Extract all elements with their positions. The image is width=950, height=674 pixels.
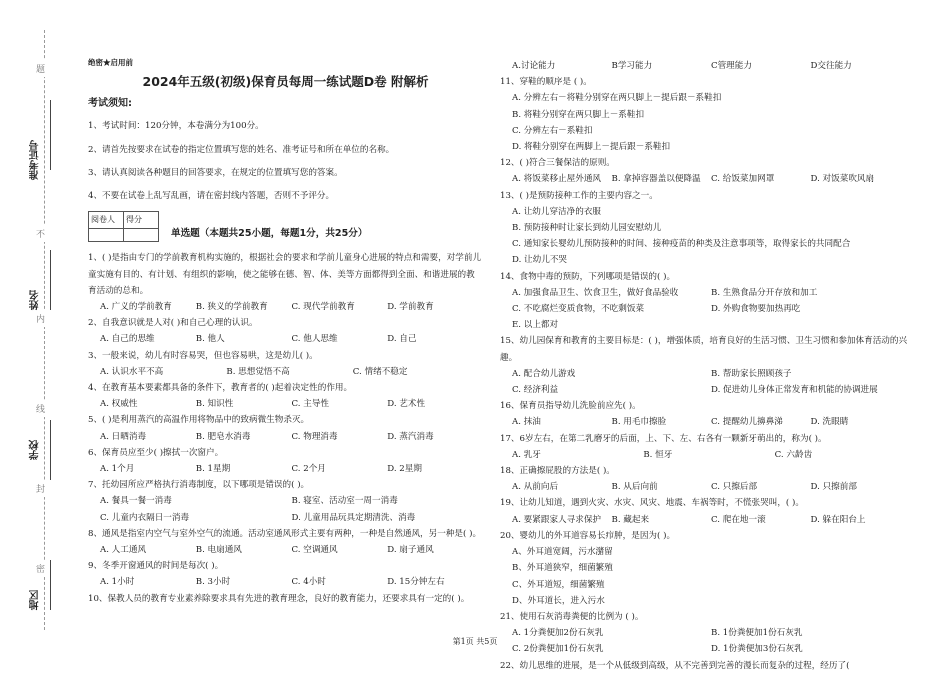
answer-option[interactable]: C. 提醒幼儿擤鼻涕: [711, 417, 783, 428]
question-stem: 4、在教育基本要素都具备的条件下，教育者的( )起着决定性的作用。: [88, 383, 353, 394]
question: [500, 463, 910, 495]
answer-option[interactable]: D. 促进幼儿身体正常发育和机能的协调进展: [711, 385, 878, 396]
answer-option[interactable]: B学习能力: [611, 61, 653, 71]
region-field[interactable]: [50, 560, 51, 610]
exam-number-label: 准考证号: [30, 140, 41, 180]
answer-option[interactable]: B. 肥皂水消毒: [195, 431, 251, 442]
grader-cell[interactable]: [89, 229, 124, 242]
notice-item: 2、请首先按要求在试卷的指定位置填写您的姓名、准考证号和所在单位的名称。: [88, 144, 395, 155]
question: [88, 348, 483, 380]
exam-number-field[interactable]: [50, 100, 51, 170]
question: [500, 495, 910, 527]
answer-option[interactable]: A、外耳道宽阔，污水潴留: [512, 547, 613, 558]
question-stem: 5、( )是利用蒸汽的高温作用将物品中的致病微生物杀灭。: [88, 415, 310, 426]
section-heading: 单选题（本题共25小题，每题1分，共25分）: [171, 228, 368, 240]
question: [88, 445, 483, 477]
answer-option[interactable]: A. 1分粪便加2份石灰乳: [512, 628, 604, 639]
answer-option[interactable]: C、外耳道短，细菌繁殖: [512, 579, 605, 590]
school-field[interactable]: [50, 420, 51, 480]
question: [500, 528, 910, 609]
question: [500, 431, 910, 463]
answer-option[interactable]: C. 主导性: [291, 399, 330, 410]
answer-option[interactable]: A. 广义的学前教育: [100, 302, 172, 313]
question-stem: 8、通风是指室内空气与室外空气的流通。活动室通风形式主要有两种，一种是自然通风，另一种是( )。: [88, 528, 482, 539]
answer-option[interactable]: B. 3小时: [195, 577, 231, 588]
answer-option[interactable]: D. 艺术性: [387, 399, 426, 410]
answer-option[interactable]: D. 扇子通风: [387, 545, 434, 556]
question-stem: 15、幼儿园保育和教育的主要目标是：( )，增强体质，培育良好的生活习惯、卫生习惯和参加体育活动的兴趣。: [500, 336, 908, 363]
answer-option[interactable]: A. 餐具一餐一消毒: [100, 496, 172, 507]
answer-option[interactable]: B. 生熟食品分开存放和加工: [711, 287, 818, 298]
question: [500, 609, 910, 658]
answer-option[interactable]: C. 物理消毒: [291, 431, 338, 442]
answer-option[interactable]: C. 给饭菜加网罩: [711, 174, 775, 185]
seal-char: 封: [36, 480, 45, 497]
answer-option[interactable]: C. 通知家长婴幼儿预防接种的时间、接种疫苗的种类及注意事项等，取得家长的共同配合: [512, 239, 851, 250]
seal-char: 内: [36, 310, 45, 327]
score-cell[interactable]: [124, 229, 159, 242]
answer-option[interactable]: A. 抹油: [512, 417, 541, 428]
answer-option[interactable]: B. 思想觉悟不高: [226, 366, 290, 377]
school-label: 学校: [30, 440, 41, 460]
answer-option[interactable]: C. 他人思维: [291, 334, 338, 345]
answer-option[interactable]: C. 分辨左右－系鞋扣: [512, 125, 593, 136]
question: [88, 526, 483, 558]
answer-option[interactable]: C. 空调通风: [291, 545, 338, 556]
answer-option[interactable]: A. 认识水平不高: [100, 366, 164, 377]
question-stem: 13、( )是预防接种工作的主要内容之一。: [500, 190, 658, 201]
question: [500, 74, 910, 155]
question: [88, 591, 483, 607]
answer-option[interactable]: B. 预防接种时让家长到幼儿园安慰幼儿: [512, 223, 662, 234]
answer-option[interactable]: C. 儿童内衣隔日一消毒: [100, 512, 190, 523]
answer-option[interactable]: D. 自己: [387, 334, 417, 345]
question-stem: 3、一般来说，幼儿有时容易哭，但也容易哄，这是幼儿( )。: [88, 350, 318, 361]
seal-char: 密: [36, 560, 45, 577]
answer-option[interactable]: D、外耳道长，进入污水: [512, 595, 605, 606]
answer-option[interactable]: B. 从后向前: [611, 482, 658, 493]
question: [88, 558, 483, 590]
answer-option[interactable]: A. 从前向后: [512, 482, 559, 493]
answer-option[interactable]: D. 蒸汽消毒: [387, 431, 434, 442]
question-stem: 17、6岁左右，在第二乳磨牙的后面，上、下、左、右各有一颗新牙萌出的，称为( )。: [500, 433, 827, 444]
question-stem: 2、自我意识就是人对( )和自己心理的认识。: [88, 318, 258, 329]
answer-option[interactable]: D. 躲在阳台上: [810, 514, 866, 525]
notice-heading: 考试须知:: [88, 98, 132, 110]
question-stem: 10、保教人员的教育专业素养除要求具有先进的教育理念，良好的教育能力，还要求具有一定的( )。: [88, 593, 470, 604]
answer-option[interactable]: E. 以上都对: [512, 320, 559, 331]
name-field[interactable]: [50, 250, 51, 310]
score-area: [88, 211, 483, 242]
answer-option[interactable]: A. 1个月: [100, 464, 135, 475]
answer-option[interactable]: A.讨论能力: [512, 61, 556, 71]
answer-option[interactable]: A. 自己的思维: [100, 334, 155, 345]
answer-option[interactable]: A. 将饭菜移止屋外通风: [512, 174, 602, 185]
answer-option[interactable]: C管理能力: [711, 61, 752, 71]
answer-option[interactable]: C. 爬在地一滚: [711, 514, 766, 525]
answer-option[interactable]: A. 日晒消毒: [100, 431, 147, 442]
question-stem: 14、食物中毒的预防，下列哪项是错误的( )。: [500, 271, 676, 282]
answer-option[interactable]: B. 知识性: [195, 399, 234, 410]
answer-option[interactable]: D. 让幼儿不哭: [512, 255, 568, 266]
answer-option[interactable]: D. 只擦前部: [810, 482, 857, 493]
answer-option[interactable]: B、外耳道狭窄，细菌繁殖: [512, 563, 613, 574]
region-label: 地区: [30, 590, 41, 610]
answer-option[interactable]: C. 六龄齿: [774, 449, 813, 460]
seal-dashed-line: [44, 30, 45, 630]
answer-option[interactable]: A. 让幼儿穿洁净的衣服: [512, 206, 602, 217]
answer-option[interactable]: C. 经济利益: [512, 385, 559, 396]
answer-option[interactable]: B. 1份粪便加1份石灰乳: [711, 628, 803, 639]
answer-option[interactable]: B. 藏起来: [611, 514, 650, 525]
answer-option[interactable]: D. 2星期: [387, 464, 422, 475]
answer-option[interactable]: C. 只擦后部: [711, 482, 758, 493]
question-stem: 1、( )是指由专门的学前教育机构实施的，根据社会的要求和学前儿童身心进展的特点和需要，对学前儿童实施有目的、有计划、有组织的影响，使之能够在德、智、体、美等方面都得到全面、和谐进展的教育活动的总和。: [88, 253, 482, 296]
answer-option[interactable]: C. 现代学前教育: [291, 302, 355, 313]
answer-option[interactable]: B. 电扇通风: [195, 545, 242, 556]
left-question-list: [88, 250, 483, 606]
question: [500, 658, 910, 674]
question: [500, 398, 910, 430]
answer-option[interactable]: A. 加强食品卫生、饮食卫生，做好食品验收: [512, 287, 679, 298]
question: [88, 412, 483, 444]
right-question-list: [500, 58, 910, 674]
score-table: [88, 211, 159, 242]
answer-option[interactable]: A. 乳牙: [512, 449, 541, 460]
question-stem: 11、穿鞋的顺序是 ( )。: [500, 77, 592, 88]
answer-option[interactable]: D. 1份粪便加3份石灰乳: [711, 644, 803, 655]
question-stem: 18、正确擦屁股的方法是( )。: [500, 466, 615, 477]
question: [88, 315, 483, 347]
question-stem: 21、使用石灰消毒粪便的比例为 ( )。: [500, 611, 644, 622]
answer-option[interactable]: A. 配合幼儿游戏: [512, 368, 576, 379]
answer-option[interactable]: C. 情绪不稳定: [352, 366, 408, 377]
question: [500, 155, 910, 187]
binding-margin: [0, 0, 62, 671]
seal-char: 题: [36, 60, 45, 77]
answer-option[interactable]: B. 寝室、活动室一周一消毒: [291, 496, 398, 507]
answer-option[interactable]: D. 15分钟左右: [387, 577, 445, 588]
question: [500, 58, 910, 74]
seal-char: 线: [36, 400, 45, 417]
answer-option[interactable]: B. 帮助家长照顾孩子: [711, 368, 792, 379]
question-stem: 20、婴幼儿的外耳道容易长疖肿，是因为( )。: [500, 530, 676, 541]
answer-option[interactable]: A. 人工通风: [100, 545, 147, 556]
score-label: 得分: [124, 212, 159, 229]
notice-item: 3、请认真阅读各种题目的回答要求，在规定的位置填写您的答案。: [88, 167, 343, 178]
question-stem: 16、保育员指导幼儿洗脸前应先( )。: [500, 401, 641, 412]
answer-option[interactable]: A. 要紧跟家人寻求保护: [512, 514, 602, 525]
question-stem: 7、托幼园所应严格执行消毒制度，以下哪项是错误的( )。: [88, 480, 310, 491]
answer-option[interactable]: D. 学前教育: [387, 302, 434, 313]
answer-option[interactable]: A. 权威性: [100, 399, 138, 410]
question-stem: 9、冬季开窗通风的时间是每次( )。: [88, 561, 224, 572]
question: [88, 380, 483, 412]
answer-option[interactable]: B. 将鞋分别穿在两只脚上－系鞋扣: [512, 109, 645, 120]
question: [500, 269, 910, 334]
notice-item: 4、不要在试卷上乱写乱画，请在密封线内答题，否则不予评分。: [88, 191, 335, 202]
left-column: [88, 56, 483, 607]
question-stem: 12、( )符合三餐保洁的原则。: [500, 158, 615, 169]
right-column: [500, 58, 910, 674]
answer-option[interactable]: C. 2个月: [291, 464, 326, 475]
answer-option[interactable]: A. 1小时: [100, 577, 135, 588]
question: [88, 250, 483, 315]
answer-option[interactable]: A. 分辨左右－将鞋分别穿在两只脚上－提后跟－系鞋扣: [512, 93, 722, 104]
answer-option[interactable]: D. 将鞋分别穿在两脚上－提后跟－系鞋扣: [512, 142, 671, 153]
question: [500, 188, 910, 269]
page-footer: 第1页 共5页: [452, 637, 498, 646]
grader-label: 阅卷人: [89, 212, 124, 229]
name-label: 姓名: [30, 290, 41, 310]
answer-option[interactable]: C. 不吃腐烂变质食物，不吃剩饭菜: [512, 304, 645, 315]
question: [500, 333, 910, 398]
seal-char: 不: [36, 225, 45, 242]
answer-option[interactable]: C. 4小时: [291, 577, 326, 588]
answer-option[interactable]: B. 狭义的学前教育: [195, 302, 268, 313]
answer-option[interactable]: D. 对饭菜吹风扇: [810, 174, 875, 185]
notice-item: 1、考试时间：120分钟，本卷满分为100分。: [88, 121, 264, 132]
answer-option[interactable]: D. 洗眼睛: [810, 417, 849, 428]
question: [88, 477, 483, 526]
answer-option[interactable]: C. 2份粪便加1份石灰乳: [512, 644, 604, 655]
answer-option[interactable]: D. 儿童用品玩具定期清洗、消毒: [291, 512, 416, 523]
question-stem: 6、保育员应至少( )擦拭一次窗户。: [88, 447, 224, 458]
answer-option[interactable]: B. 他人: [195, 334, 225, 345]
page-title: 2024年五级(初级)保育员每周一练试题D卷 附解析: [142, 74, 429, 89]
question-stem: 19、让幼儿知道，遇到火灾、水灾、风灾、地震、车祸等时，不慌张哭叫，( )。: [500, 498, 804, 509]
question-stem: 22、幼儿思维的进展，是一个从低级到高级，从不完善到完善的漫长而复杂的过程，经历了(: [500, 660, 850, 671]
answer-option[interactable]: B. 恒牙: [643, 449, 673, 460]
answer-option[interactable]: B. 1星期: [195, 464, 231, 475]
answer-option[interactable]: D. 外购食物要加热再吃: [711, 304, 801, 315]
secret-mark: 绝密★启用前: [88, 58, 133, 67]
answer-option[interactable]: D交往能力: [810, 61, 852, 71]
answer-option[interactable]: B. 拿掉容器盖以便降温: [611, 174, 701, 185]
answer-option[interactable]: B. 用毛巾擦脸: [611, 417, 667, 428]
